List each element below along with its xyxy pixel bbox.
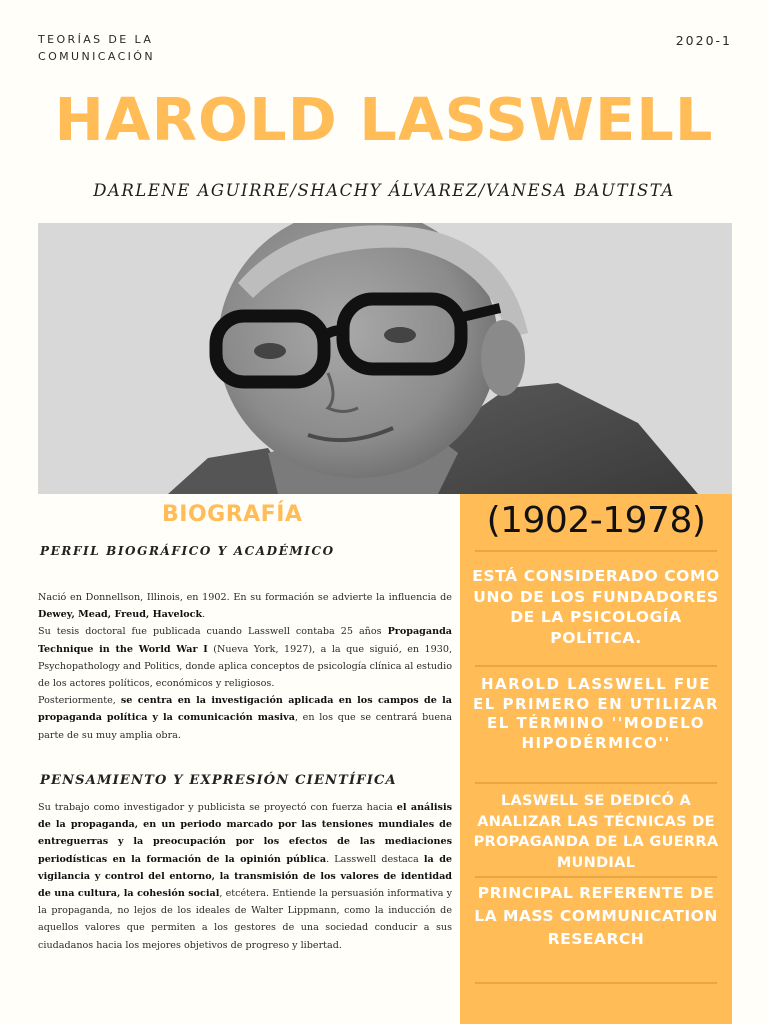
course-label	[38, 31, 155, 65]
divider	[475, 550, 717, 552]
divider	[475, 982, 717, 984]
authors-line: DARLENE AGUIRRE/SHACHY ÁLVAREZ/VANESA BAUTISTA	[93, 181, 675, 200]
thought-text	[38, 799, 452, 954]
life-years: (1902-1978)	[486, 500, 706, 541]
portrait-photo	[38, 223, 732, 494]
biography-title: BIOGRAFÍA	[162, 502, 303, 527]
page-title: HAROLD LASSWELL	[54, 85, 714, 154]
bio-paragraph: Su tesis doctoral fue publicada cuando Lasswell contaba 25 años Propaganda Technique in the World War I (Nueva York, 1927), a la que siguió, en 1930, Psychopathology and Politics, donde aplica conceptos de psicología clínica al estudio de los actores políticos, económicos y religiosos.	[38, 626, 452, 690]
course-line-2: COMUNICACIÓN	[38, 50, 155, 63]
fact-founder: ESTÁ CONSIDERADO COMO UNO DE LOS FUNDADORES DE LA PSICOLOGÍA POLÍTICA.	[472, 567, 720, 647]
academic-profile-heading: PERFIL BIOGRÁFICO Y ACADÉMICO	[40, 544, 335, 558]
bio-paragraph: Nació en Donnellson, Illinois, en 1902. En su formación se advierte la influencia de Dewey, Mead, Freud, Havelock.	[38, 592, 452, 621]
divider	[475, 876, 717, 878]
year-label: 2020-1	[675, 33, 732, 48]
bio-paragraph: Posteriormente, se centra en la investigación aplicada en los campos de la propaganda política y la comunicación masiva, en los que se centrará buena parte de su muy amplia obra.	[38, 695, 452, 741]
divider	[475, 665, 717, 667]
fact-mass-communication: PRINCIPAL REFERENTE DE LA MASS COMMUNICATION RESEARCH	[474, 884, 718, 948]
course-line-1: TEORÍAS DE LA	[38, 33, 154, 46]
fact-propaganda-techniques: LASWELL SE DEDICÓ A ANALIZAR LAS TÉCNICAS DE PROPAGANDA DE LA GUERRA MUNDIAL	[473, 793, 719, 871]
thought-paragraph: Su trabajo como investigador y publicista se proyectó con fuerza hacia el análisis de la propaganda, en un periodo marcado por las tensiones mundiales de entreguerras y la preocupación por los efectos de las mediaciones periodísticas en la formación de la opinión pública. Lasswell destaca la de vigilancia y control del entorno, la transmisión de los valores de identidad de una cultura, la cohesión social, etcétera. Entiende la persuasión informativa y la propaganda, no lejos de los ideales de Walter Lippmann, como la inducción de aquellos valores que permiten a los gestores de una sociedad conducir a sus ciudadanos hacia los mejores objetivos de progreso y libertad.	[38, 802, 453, 951]
scientific-thought-heading: PENSAMIENTO Y EXPRESIÓN CIENTÍFICA	[40, 773, 397, 788]
biography-text	[38, 589, 452, 744]
divider	[475, 782, 717, 784]
fact-hypodermic-model: HAROLD LASSWELL FUE EL PRIMERO EN UTILIZAR EL TÉRMINO ''MODELO HIPODÉRMICO''	[472, 675, 720, 752]
